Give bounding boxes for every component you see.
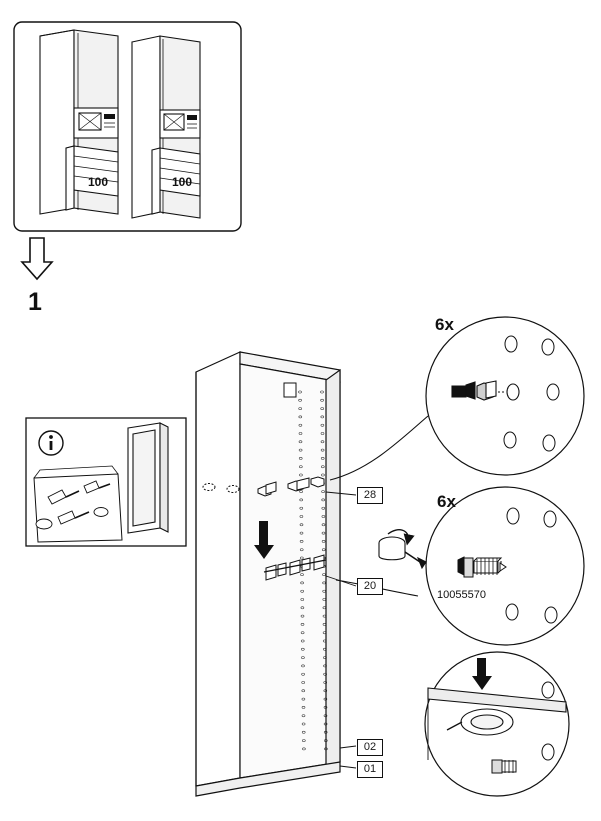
reference-box-panel-top: 02: [357, 739, 383, 756]
callout-middle-quantity: 6x: [437, 492, 456, 511]
overview-right-cabinet-label: 100: [172, 175, 193, 189]
flow-arrow-down: [22, 238, 52, 279]
reference-box-screw: 20: [357, 578, 383, 595]
reference-box-panel-bottom: 01: [357, 761, 383, 778]
step-number: 1: [28, 288, 42, 316]
callout-dowel: [330, 317, 584, 480]
callout-camlock: [425, 652, 569, 796]
cabinet-frame: [196, 352, 340, 796]
callout-top-quantity: 6x: [435, 315, 454, 334]
reference-box-dowel: 28: [357, 487, 383, 504]
overview-box: [14, 22, 241, 231]
part-code-label: 10055570: [437, 589, 486, 601]
hardware-box: [26, 418, 186, 546]
callout-screw: [336, 487, 584, 645]
overview-left-cabinet-label: 100: [88, 175, 109, 189]
